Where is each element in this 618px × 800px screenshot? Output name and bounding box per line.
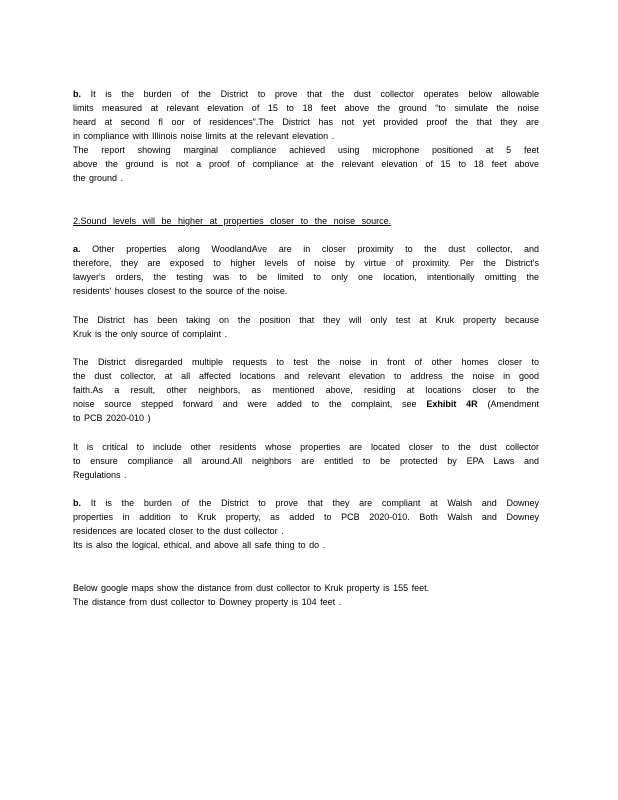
line-text: in compliance with Illinois noise limits at the relevant elevation . — [73, 131, 335, 141]
line-text: It is the burden of the District to prove that they are compliant at Walsh and Downey — [90, 498, 539, 508]
paragraph-critical — [73, 440, 539, 482]
paragraph-burden-walsh-downey — [73, 496, 539, 552]
text-line — [73, 397, 539, 411]
line-text: the dust collector, at all affected locations and relevant elevation to address the noise in good — [73, 371, 539, 381]
line-text: The report showing marginal compliance achieved using microphone positioned at 5 feet — [73, 145, 539, 155]
text-line — [73, 284, 539, 298]
line-text: It is critical to include other residents whose properties are located closer to the dust collector — [73, 442, 539, 452]
line-text: above the ground is not a proof of compliance at the relevant elevation of 15 to 18 feet above — [73, 159, 539, 169]
text-line — [73, 171, 539, 185]
paragraph-google-maps — [73, 581, 539, 609]
text-line — [73, 101, 539, 115]
line-text: faith.As a result, other neighbors, as mentioned above, residing at locations closer to the — [73, 385, 539, 395]
text-line — [73, 595, 539, 609]
text-line — [73, 256, 539, 270]
text-line — [73, 313, 539, 327]
line-text: lawyer's orders, the testing was to be limited to only one location, intentionally omitting the — [73, 272, 539, 282]
text-line — [73, 454, 539, 468]
item-label: b. — [73, 89, 91, 99]
line-text: heard at second fl oor of residences”.The District has not yet provided proof the that they are — [73, 117, 539, 127]
section-heading-text: 2.Sound levels will be higher at properties closer to the noise source. — [73, 216, 392, 226]
line-text: The distance from dust collector to Downey property is 104 feet . — [73, 597, 342, 607]
line-text: properties in addition to Kruk property, as added to PCB 2020-010. Both Walsh and Downey — [73, 512, 539, 522]
text-line — [73, 242, 539, 256]
paragraph-district-disregarded — [73, 355, 539, 425]
line-text: The District disregarded multiple requests to test the noise in front of other homes closer to — [73, 357, 539, 367]
text-line — [73, 369, 539, 383]
line-text: to ensure compliance all around.All neighbors are entitled to be protected by EPA Laws and — [73, 456, 539, 466]
line-text: Other properties along WoodlandAve are in closer proximity to the dust collector, and — [92, 244, 539, 254]
text-line — [73, 355, 539, 369]
line-text: limits measured at relevant elevation of 15 to 18 feet above the ground “to simulate the noise — [73, 103, 539, 113]
line-text: residents' houses closest to the source of the noise. — [73, 286, 288, 296]
text-line — [73, 468, 539, 482]
line-text: Below google maps show the distance from dust collector to Kruk property is 155 feet. — [73, 583, 430, 593]
line-text: Regulations . — [73, 470, 127, 480]
line-text: Its is also the logical, ethical, and above all safe thing to do . — [73, 540, 326, 550]
text-line — [73, 510, 539, 524]
line-text: Kruk is the only source of complaint . — [73, 329, 228, 339]
item-label: a. — [73, 244, 93, 254]
text-line — [73, 327, 539, 341]
text-line — [73, 581, 539, 595]
line-text: residences are located closer to the dust collector . — [73, 526, 284, 536]
text-line — [73, 524, 539, 538]
paragraph-other-properties — [73, 242, 539, 298]
line-text: The District has been taking on the position that they will only test at Kruk property because — [73, 315, 539, 325]
line-text: to PCB 2020-010 ) — [73, 413, 151, 423]
line-text: therefore, they are exposed to higher levels of noise by virtue of proximity. Per the District's — [73, 258, 539, 268]
line-tail: (Amendment — [477, 399, 539, 409]
text-line — [73, 411, 539, 425]
text-line — [73, 115, 539, 129]
item-label: b. — [73, 498, 91, 508]
line-text: noise source stepped forward and were added to the complaint, see — [73, 399, 417, 409]
text-line — [73, 383, 539, 397]
paragraph-district-position — [73, 313, 539, 341]
line-text: It is the burden of the District to prove that the dust collector operates below allowable — [90, 89, 540, 99]
line-text: the ground . — [73, 173, 124, 183]
text-line — [73, 440, 539, 454]
text-line — [73, 270, 539, 284]
exhibit-reference: Exhibit 4R — [426, 399, 478, 409]
text-line — [73, 129, 539, 143]
section-heading-2 — [73, 214, 539, 228]
text-line — [73, 496, 539, 510]
paragraph-burden-compliance — [73, 87, 539, 185]
text-line — [73, 87, 539, 101]
text-line — [73, 157, 539, 171]
text-line — [73, 143, 539, 157]
text-line — [73, 538, 539, 552]
